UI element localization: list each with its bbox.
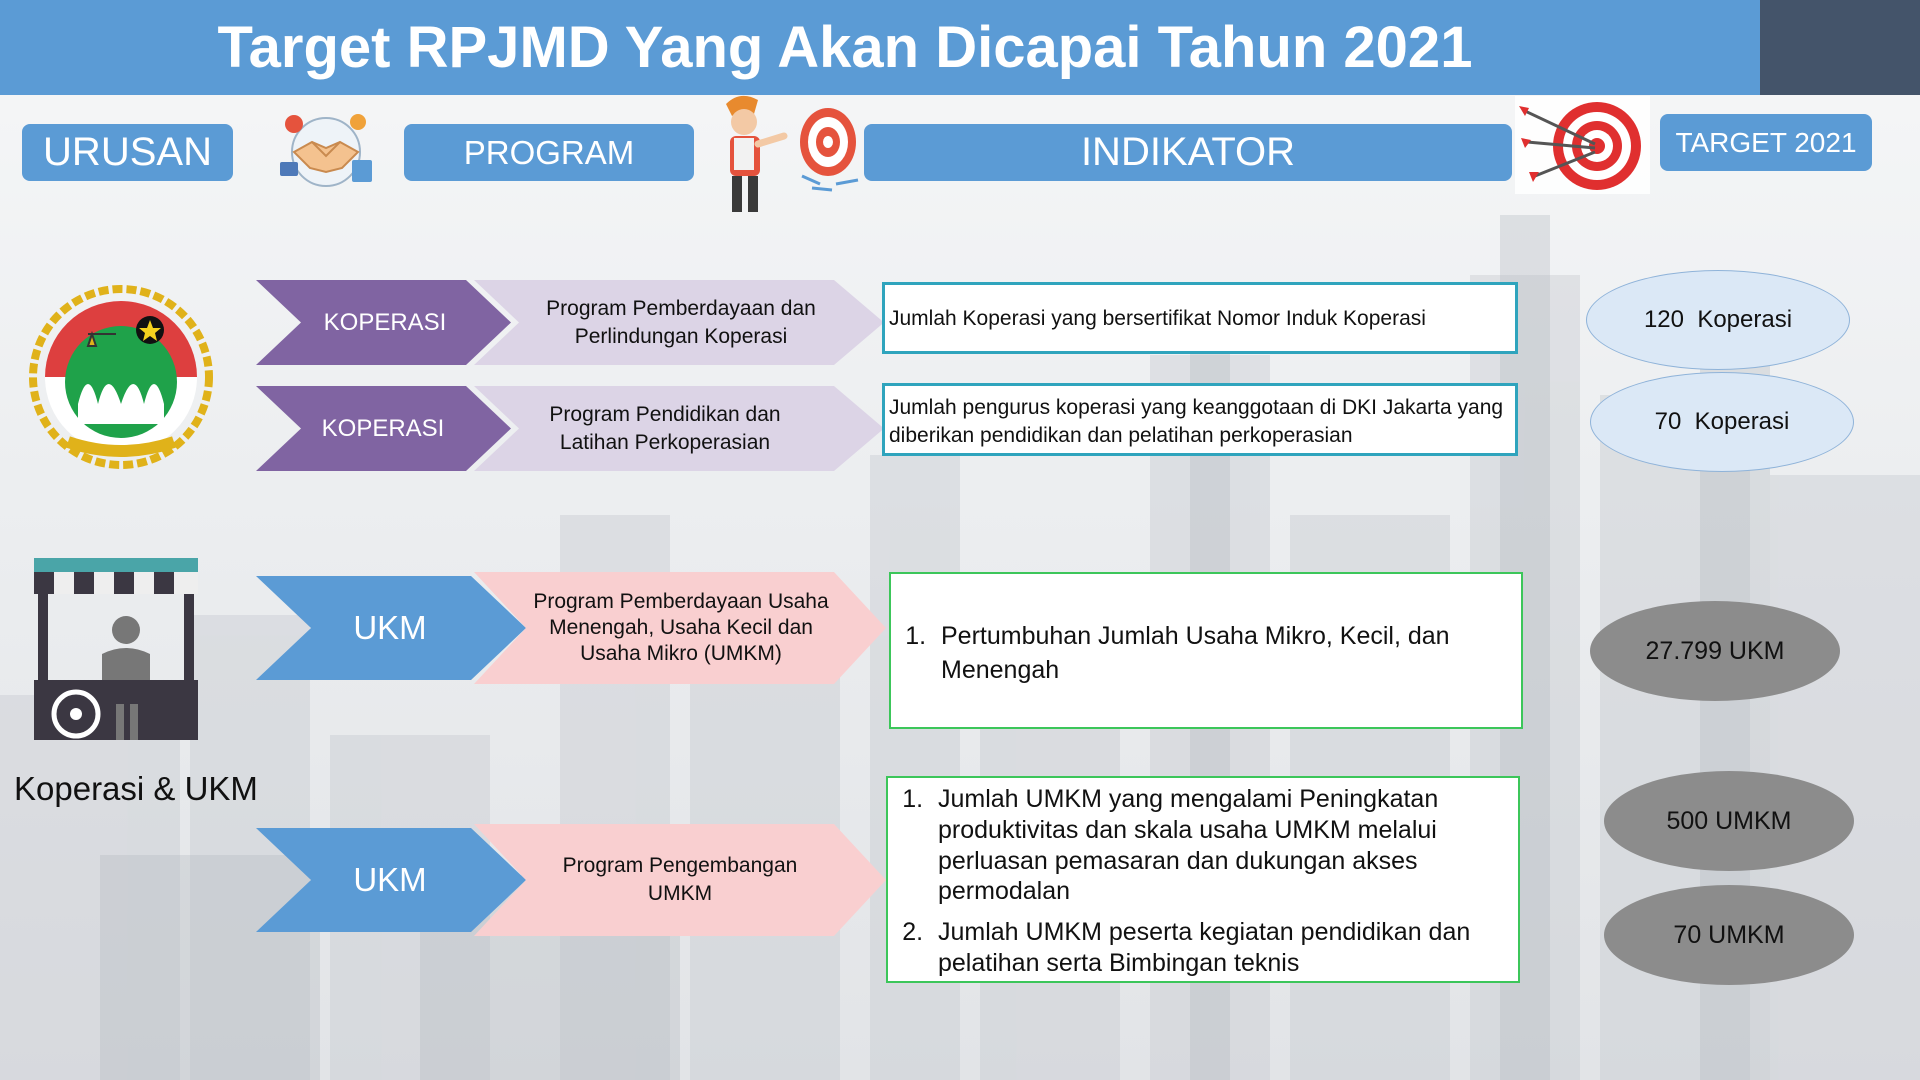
market-stall-icon [30,554,202,744]
dartboard-target-icon [792,104,864,194]
urusan-label: UKM [353,609,427,646]
target-value: 500 UMKM [1666,806,1792,835]
dart-thrower-icon [706,92,788,220]
indikator-box [882,383,1518,456]
target-value: 70 Koperasi [1654,408,1790,435]
urusan-label: KOPERASI [323,308,447,336]
target-ellipse [1590,372,1854,472]
indikator-list [888,784,1512,979]
koperasi-emblem-icon [28,284,214,470]
header-program: PROGRAM [404,124,694,181]
target-value: 70 UMKM [1673,920,1785,949]
target-ellipse [1586,270,1850,370]
program-label: Program Pemberdayaan dan Perlindungan Koperasi [546,297,816,348]
program-label: Program Pengembangan UMKM [562,853,798,905]
indikator-item: 1. Jumlah UMKM yang mengalami Peningkatan produktivitas dan skala usaha UMKM melalui perluasan pemasaran dan dukungan akses permodalan [930,784,1512,907]
target-value: 120 Koperasi [1643,306,1793,333]
indikator-item: 2. Jumlah UMKM peserta kegiatan pendidikan dan pelatihan serta Bimbingan teknis [930,917,1512,979]
target-ellipse [1590,601,1840,701]
urusan-label: UKM [353,861,427,898]
target-value: 27.799 UKM [1645,636,1785,665]
target-ellipse [1604,771,1854,871]
handshake-icon [272,102,380,200]
page-title-text: Target RPJMD Yang Akan Dicapai Tahun 2021 [217,15,1473,80]
section-label: Koperasi & UKM [14,770,258,807]
indikator-item: 1. Pertumbuhan Jumlah Usaha Mikro, Kecil, dan Menengah [933,620,1515,688]
dartboard-target-icon [1515,96,1650,194]
indikator-text: Jumlah Koperasi yang bersertifikat Nomor Induk Koperasi [889,307,1426,330]
indikator-box [886,776,1520,983]
title-corner-block [1760,0,1920,95]
target-ellipse [1604,885,1854,985]
page-title [0,0,1760,95]
header-target: TARGET 2021 [1660,114,1872,171]
program-label: Program Pendidikan dan Latihan Perkoperasian [549,403,781,454]
header-urusan: URUSAN [22,124,233,181]
header-indikator: INDIKATOR [864,124,1512,181]
urusan-label: KOPERASI [321,414,445,442]
program-label: Program Pemberdayaan Usaha Menengah, Usaha Kecil dan Usaha Mikro (UMKM) [533,589,829,666]
indikator-text: Jumlah pengurus koperasi yang keanggotaan di DKI Jakarta yang diberikan pendidikan dan pelatihan perkoperasian [889,396,1504,448]
indikator-list [891,620,1515,688]
indikator-box [889,572,1523,729]
indikator-box [882,282,1518,354]
